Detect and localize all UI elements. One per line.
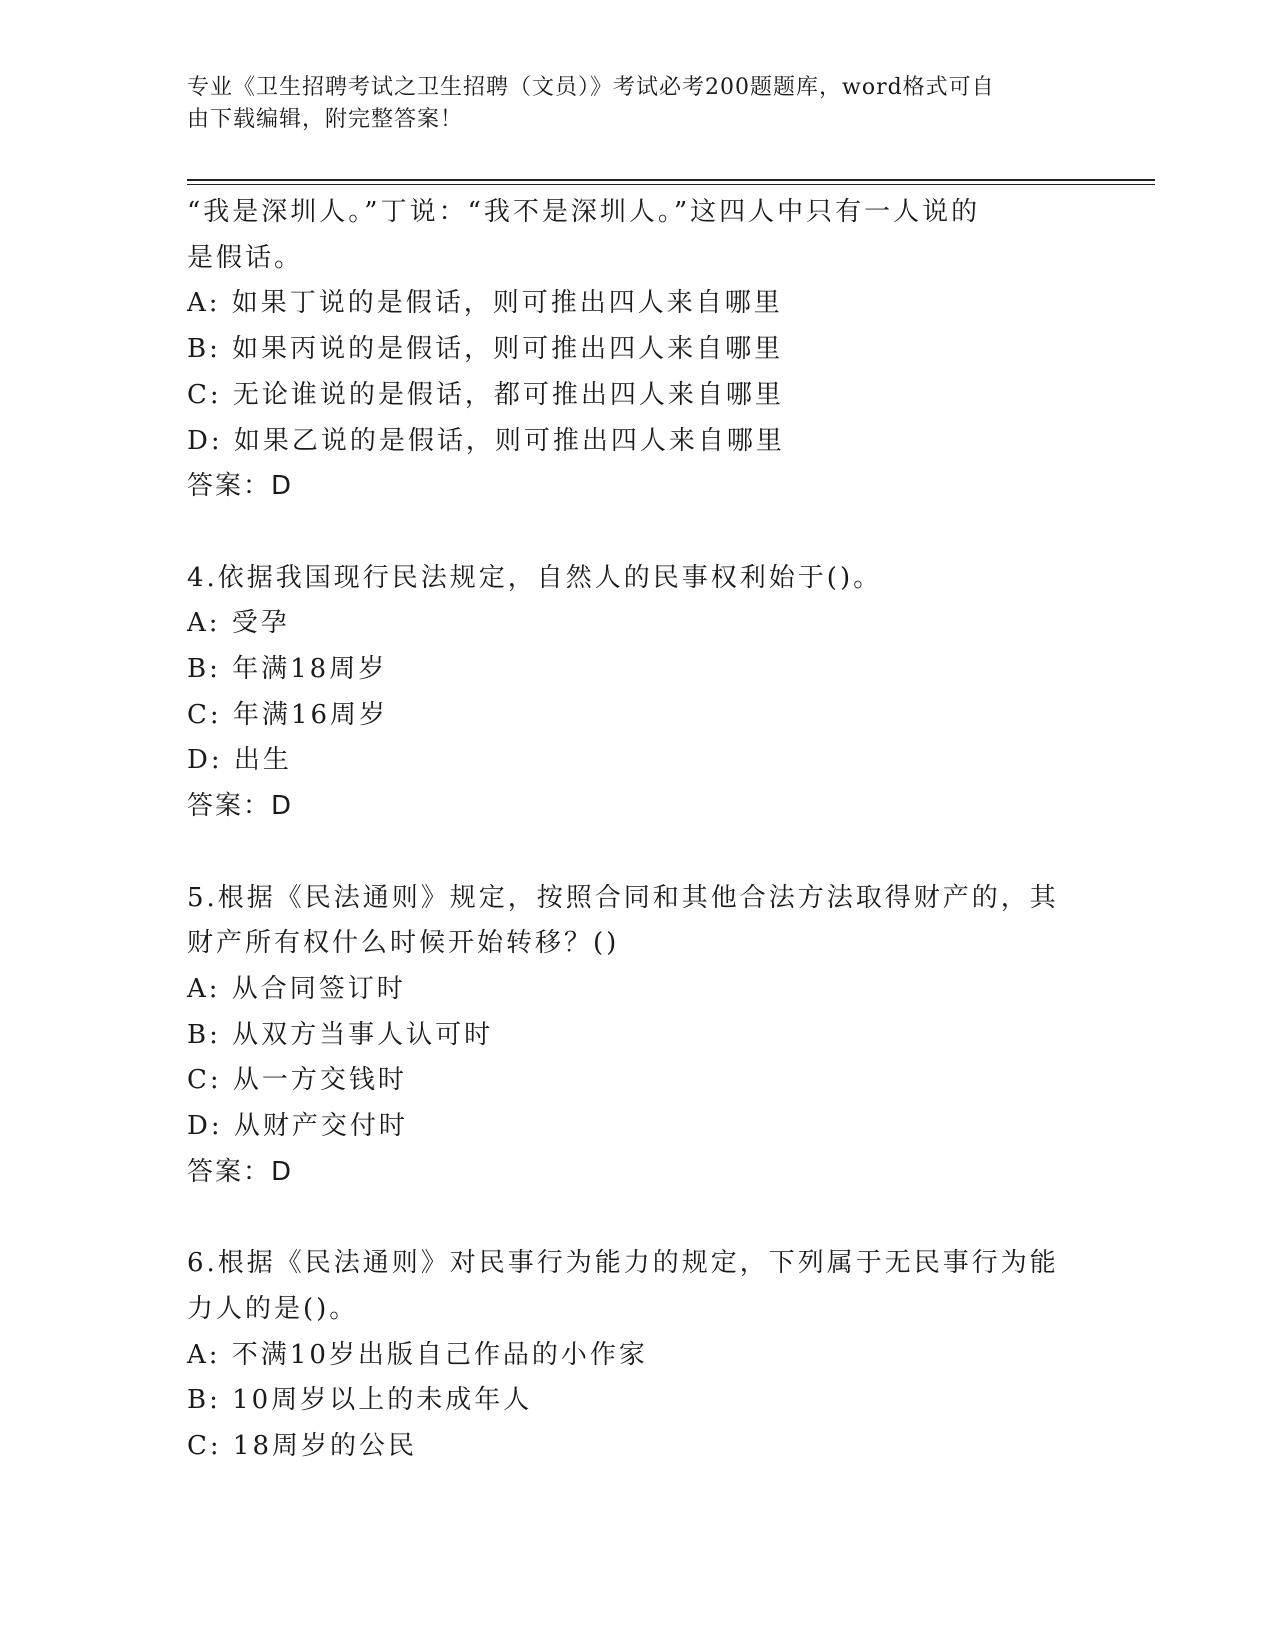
question-block-5: [187, 876, 1067, 1196]
question-text: 5.根据《民法通则》规定，按照合同和其他合法方法取得财产的，其: [187, 882, 1059, 913]
document-body: [187, 190, 1067, 1470]
question-text: 4.依据我国现行民法规定，自然人的民事权利始于()。: [187, 562, 883, 593]
option-a: A: 不满10岁出版自己作品的小作家: [187, 1339, 648, 1370]
option-a: A: 受孕: [187, 608, 290, 639]
option-c: C: 无论谁说的是假话，都可推出四人来自哪里: [187, 379, 784, 410]
answer-line: 答案：D: [187, 471, 294, 502]
option-b: B: 年满18周岁: [187, 654, 388, 685]
header-divider-thick: [187, 179, 1155, 181]
spacer: [187, 510, 1067, 556]
header-divider-thin: [187, 184, 1155, 185]
question-text: 财产所有权什么时候开始转移？(): [187, 928, 620, 959]
question-block-continued: [187, 190, 1067, 510]
question-block-4: [187, 556, 1067, 830]
option-d: D: 从财产交付时: [187, 1111, 408, 1142]
document-header: [187, 72, 1067, 136]
option-b: B: 10周岁以上的未成年人: [187, 1385, 533, 1416]
option-a: A: 从合同签订时: [187, 973, 406, 1004]
option-b: B: 如果丙说的是假话，则可推出四人来自哪里: [187, 334, 784, 365]
option-c: C: 18周岁的公民: [187, 1430, 418, 1461]
question-text: 6.根据《民法通则》对民事行为能力的规定，下列属于无民事行为能: [187, 1248, 1059, 1279]
option-d: D: 出生: [187, 745, 292, 776]
header-line-1: 专业《卫生招聘考试之卫生招聘（文员）》考试必考200题题库，word格式可自: [187, 75, 995, 100]
question-block-6: [187, 1241, 1067, 1470]
spacer: [187, 830, 1067, 876]
option-b: B: 从双方当事人认可时: [187, 1019, 494, 1050]
header-line-2: 由下载编辑，附完整答案！: [187, 107, 464, 132]
answer-line: 答案：D: [187, 791, 294, 822]
option-c: C: 年满16周岁: [187, 699, 389, 730]
spacer: [187, 1195, 1067, 1241]
option-c: C: 从一方交钱时: [187, 1065, 407, 1096]
option-d: D: 如果乙说的是假话，则可推出四人来自哪里: [187, 425, 785, 456]
question-text: “我是深圳人。”丁说：“我不是深圳人。”这四人中只有一人说的: [187, 197, 981, 227]
question-text: 力人的是()。: [187, 1293, 359, 1324]
question-text: 是假话。: [187, 242, 304, 273]
option-a: A: 如果丁说的是假话，则可推出四人来自哪里: [187, 288, 783, 319]
answer-line: 答案：D: [187, 1156, 294, 1187]
